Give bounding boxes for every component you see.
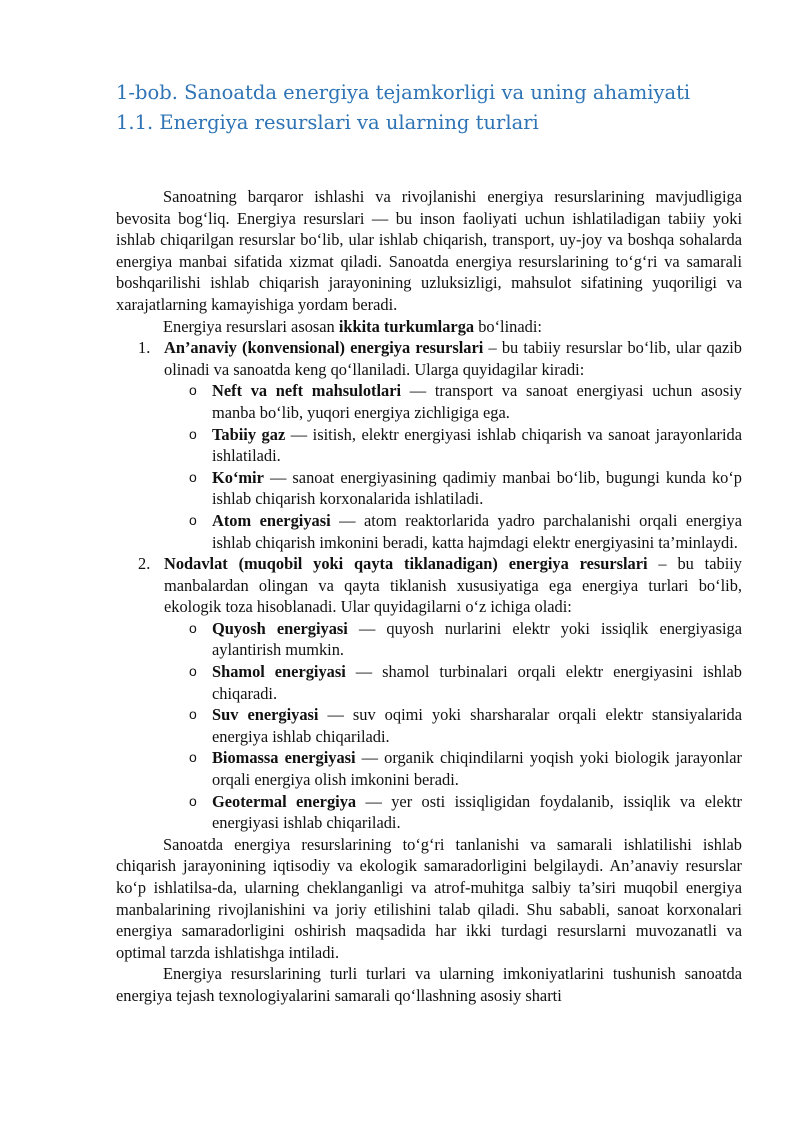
list-item [189,791,743,834]
item-description: — isitish, elektr energiyasi ishlab chiqarish va sanoat jarayonlarida ishlatiladi. [212,424,742,466]
item-description: — atom reaktorlarida yadro parchalanishi orqali energiya ishlab chiqarish imkonini beradi, katta hajmdagi elektr energiyasini ta’minlaydi. [212,510,742,552]
classification-term: ikkita turkumlarga [338,316,475,336]
item-description: — shamol turbinalari orqali elektr energiyasini ishlab chiqaradi. [212,662,742,703]
category-title: An’anaviy (konvensional) energiya resurslari [164,338,484,358]
bullet-icon: o [189,792,197,809]
list-item [189,618,742,661]
category-title: Nodavlat (muqobil yoki qayta tiklanadigan) energiya resurslari [164,554,648,574]
category-description: – bu tabiiy resurslar bo‘lib, ular qazib olinadi va sanoatda keng qo‘llaniladi. Ularga quyidagilar kiradi: [164,338,742,379]
list-number: 1. [138,338,151,358]
item-title: Shamol energiyasi [212,662,346,682]
conventional-resource-list [164,380,742,553]
list-item [189,747,742,790]
item-title: Neft va neft mahsulotlari [212,381,402,401]
item-title: Ko‘mir [212,467,264,487]
item-title: Suv energiyasi [212,705,319,725]
bullet-icon: o [189,468,197,485]
resource-category-list [116,337,742,834]
section-heading: 1.1. Energiya resurslari va ularning turlari [116,111,539,134]
item-description: — yer osti issiqligidan foydalanib, issiqlik va elektr energiyasi ishlab chiqariladi. [212,791,743,833]
item-description: — transport va sanoat energiyasi uchun asosiy manba bo‘lib, yuqori energiya zichligiga ega. [212,381,743,422]
category-description: – bu tabiiy manbalardan olingan va qayta tiklanish xususiyatiga ega energiya turlari bo‘lib, ekologik toza hisoblanadi. Ular quyidagilarni o‘z ichiga oladi: [164,554,742,617]
item-description: — suv oqimi yoki sharsharalar orqali elektr stansiyalarida energiya ishlab chiqariladi. [212,705,742,746]
body-text [116,186,742,1007]
item-title: Tabiiy gaz [212,424,286,444]
bullet-icon: o [189,749,197,766]
item-title: Atom energiyasi [212,510,331,530]
list-item [189,467,742,510]
chapter-heading: 1-bob. Sanoatda energiya tejamkorligi va uning ahamiyati [116,81,691,104]
item-description: — organik chiqindilarni yoqish yoki biologik jarayonlar orqali energiya olish imkonini beradi. [212,748,742,790]
item-description: — quyosh nurlarini elektr yoki issiqlik energiyasiga aylantirish mumkin. [212,618,742,660]
bullet-icon: o [189,425,197,442]
renewable-resource-list [164,618,742,834]
bullet-icon: o [189,619,197,636]
bullet-icon: o [189,511,197,528]
list-number: 2. [138,554,151,574]
bullet-icon: o [189,706,197,723]
bullet-icon: o [189,663,197,680]
list-item [189,424,742,467]
item-title: Biomassa energiyasi [212,748,356,768]
list-item [189,380,743,423]
bullet-icon: o [189,382,197,399]
list-item [189,704,742,747]
category-item-conventional [138,337,743,553]
closing-paragraph: Energiya resurslarining turli turlari va ularning imkoniyatlarini tushunish sanoatda energiya tejash texnologiyalarini samarali qo‘llashning asosiy sharti [116,964,742,1005]
conclusion-paragraph: Sanoatda energiya resurslarining to‘g‘ri tanlanishi va samarali ishlatilishi ishlab chiqarish jarayonining iqtisodiy va ekologik samaradorligini belgilaydi. An’anaviy resurslar ko‘p ishlatilsa-da, ularning cheklanganligi va atrof-muhitga salbiy ta’siri muqobil energiya manbalarining rivojlanishini va joriy etilishini talab qiladi. Shu sababli, sanoat korxonalari energiya samaradorligini oshirish maqsadida har ikki turdagi resurslarni muvozanatli va optimal tarzda ishlatishga intiladi. [116,834,742,962]
item-description: — sanoat energiyasining qadimiy manbai bo‘lib, bugungi kunda ko‘p ishlab chiqarish korxonalarida ishlatiladi. [212,467,742,509]
classification-text-before: Energiya resurslari asosan [163,316,339,336]
classification-paragraph [116,316,742,338]
item-title: Geotermal energiya [212,791,357,811]
item-title: Quyosh energiyasi [212,618,348,638]
category-item-renewable [138,553,743,834]
list-item [189,510,742,553]
intro-paragraph: Sanoatning barqaror ishlashi va rivojlanishi energiya resurslarining mavjudligiga bevosita bog‘liq. Energiya resurslari — bu inson faoliyati uchun ishlatiladigan tabiiy yoki ishlab chiqarilgan resurslar bo‘lib, ular ishlab chiqarish, transport, uy-joy va boshqa sohalarda energiya manbai sifatida xizmat qiladi. Sanoatda energiya resurslarining to‘g‘ri va samarali boshqarilishi ishlab chiqarish jarayonining uzluksizligi, mahsulot sifatining yuqoriligi va xarajatlarning kamayishiga yordam beradi. [116,187,742,314]
list-item [189,661,742,704]
classification-text-after: bo‘linadi: [474,316,542,336]
